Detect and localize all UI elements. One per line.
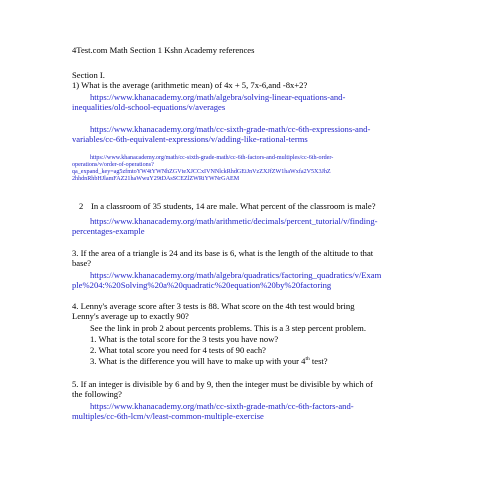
question-4-step-3	[90, 356, 328, 367]
question-1-link-1-line-2[interactable]: inequalities/old-school-equations/v/averages	[72, 102, 226, 112]
question-2-link-line-1[interactable]: https://www.khanacademy.org/math/arithmetic/decimals/percent_tutorial/v/finding-	[90, 216, 378, 226]
question-4-text-line-2: Lenny's average up to exactly 90?	[72, 311, 189, 321]
question-3-link-line-1[interactable]: https://www.khanacademy.org/math/algebra/quadratics/factoring_quadratics/v/Exam	[90, 270, 382, 280]
question-4-note: See the link in prob 2 about percents problems. This is a 3 step percent problem.	[90, 323, 366, 333]
question-2-number: 2	[79, 201, 84, 211]
question-1-link-3-line-2[interactable]: operations/v/order-of-operations?	[72, 162, 154, 168]
question-4-step-3-sup: th	[305, 356, 310, 363]
question-1-link-3-line-1[interactable]: https://www.khanacademy.org/math/cc-sixth-grade-math/cc-6th-factors-and-multiples/cc-6th-order-	[90, 155, 334, 161]
question-5-text-line-1: 5. If an integer is divisible by 6 and by 9, then the integer must be divisible by which of	[72, 379, 373, 389]
document-header: 4Test.com Math Section 1 Kshn Academy references	[72, 45, 255, 55]
question-1-link-2-line-2[interactable]: variables/cc-6th-equivalent-expressions/v/adding-like-rational-terms	[72, 134, 308, 144]
question-5-link-line-2[interactable]: multiples/cc-6th-lcm/v/least-common-multiple-exercise	[72, 411, 264, 421]
question-1-link-2-line-1[interactable]: https://www.khanacademy.org/math/cc-sixth-grade-math/cc-6th-expressions-and-	[90, 124, 371, 134]
question-4-text-line-1: 4. Lenny's average score after 3 tests is 88. What score on the 4th test would bring	[72, 301, 355, 311]
question-1-link-1-line-1[interactable]: https://www.khanacademy.org/math/algebra/solving-linear-equations-and-	[90, 92, 346, 102]
question-3-link-line-2[interactable]: ple%204:%20Solving%20a%20quadratic%20equation%20by%20factoring	[72, 280, 332, 290]
question-2-link-line-2[interactable]: percentages-example	[72, 226, 145, 236]
question-2-text: In a classroom of 35 students, 14 are male. What percent of the classroom is male?	[91, 201, 376, 211]
question-4-step-3-pre: 3. What is the difference you will have to make up with your 4	[90, 356, 306, 366]
question-3-text-line-2: base?	[72, 258, 92, 268]
question-4-step-1: 1. What is the total score for the 3 tests you have now?	[90, 334, 279, 344]
question-1-text: 1) What is the average (arithmetic mean) of 4x + 5, 7x-6,and -8x+2?	[72, 80, 308, 90]
question-3-text-line-1: 3. If the area of a triangle is 24 and its base is 6, what is the length of the altitude to that	[72, 248, 374, 258]
question-5-link-line-1[interactable]: https://www.khanacademy.org/math/cc-sixth-grade-math/cc-6th-factors-and-	[90, 401, 354, 411]
question-1-link-3-line-4[interactable]: 2hhdnRhbHJlamFAZ21haWwuY29tDAsSCEZlZWRiYWNrGAEM	[72, 176, 240, 182]
section-title: Section I.	[72, 70, 105, 80]
question-1-link-3-line-3[interactable]: qa_expand_key=ag5zfmtoYW4tYWNhZGVteXJCCxIVNNlckRhdGEiJnVzZXJfZW1haWxfa2V5X3JhZ	[72, 169, 331, 175]
question-4-step-3-post: test?	[309, 356, 328, 366]
question-4-step-2: 2. What total score you need for 4 tests of 90 each?	[90, 345, 266, 355]
question-5-text-line-2: the following?	[72, 389, 122, 399]
